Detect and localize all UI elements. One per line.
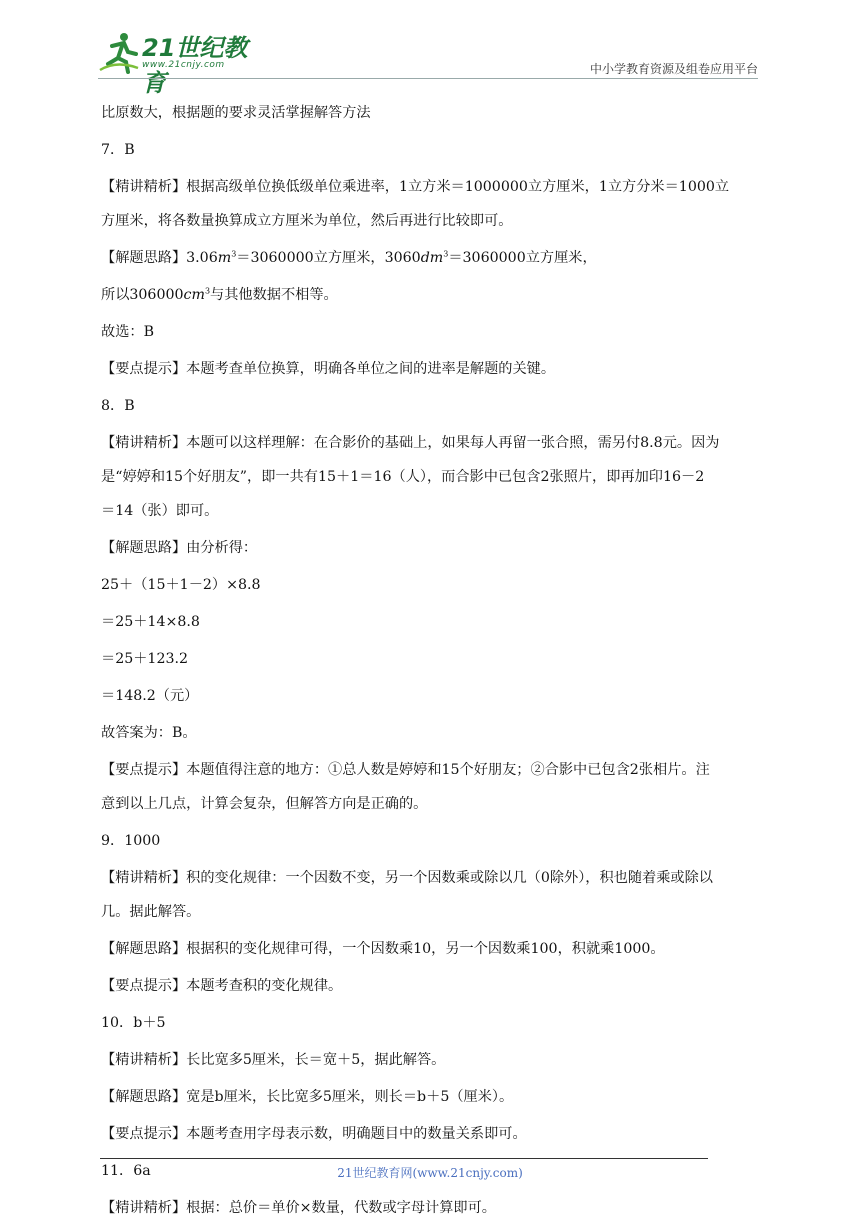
text-line: 【要点提示】本题考查用字母表示数，明确题目中的数量关系即可。	[101, 1126, 527, 1142]
footer-divider	[100, 1158, 708, 1159]
text-line: 【要点提示】本题考查单位换算，明确各单位之间的进率是解题的关键。	[101, 361, 556, 377]
site-logo[interactable]	[98, 28, 268, 97]
answer-number: 11．6a	[101, 1163, 151, 1179]
answer-number: 10．b＋5	[101, 1015, 166, 1031]
text-line: 是“婷婷和15个好朋友”，即一共有15＋1＝16（人），而合影中已包含2张照片，即再加印16－2	[101, 469, 705, 485]
logo-title: 21世纪教育	[142, 34, 248, 97]
solution-line-conclusion: 所以$306000cm^3$与其他数据不相等。	[101, 286, 338, 303]
answer-content	[101, 103, 761, 1218]
text-line: 【解题思路】根据积的变化规律可得，一个因数乘10，另一个因数乘100，积就乘1000。	[101, 941, 665, 957]
equation-line: ＝25＋14×8.8	[101, 614, 200, 630]
text-line: 【精讲精析】长比宽多5厘米，长＝宽＋5，据此解答。	[101, 1052, 446, 1068]
footer-link[interactable]: 21世纪教育网(www.21cnjy.com)	[337, 1166, 523, 1180]
runner-logo-icon	[98, 30, 142, 74]
equation-line: 25＋（15＋1－2）×8.8	[101, 577, 261, 593]
text-line: 【精讲精析】积的变化规律：一个因数不变，另一个因数乘或除以几（0除外），积也随着乘或除以	[101, 870, 713, 886]
answer-number: 7．B	[101, 142, 135, 158]
text-line: 【解题思路】宽是b厘米，长比宽多5厘米，则长＝b＋5（厘米）。	[101, 1089, 514, 1105]
text-line: 【精讲精析】本题可以这样理解：在合影价的基础上，如果每人再留一张合照，需另付8.8元。因为	[101, 435, 720, 451]
text-line: 比原数大，根据题的要求灵活掌握解答方法	[101, 105, 371, 121]
platform-name: 中小学教育资源及组卷应用平台	[589, 62, 758, 76]
text-line: 故选：B	[101, 324, 154, 340]
equation-line: ＝148.2（元）	[101, 688, 199, 704]
text-line: 意到以上几点，计算会复杂，但解答方向是正确的。	[101, 796, 428, 812]
answer-number: 8．B	[101, 398, 135, 414]
text-line: 方厘米，将各数量换算成立方厘米为单位，然后再进行比较即可。	[101, 213, 513, 229]
header-divider	[98, 78, 758, 79]
logo-url: www.21cnjy.com	[142, 60, 225, 70]
equation-line: ＝25＋123.2	[101, 651, 189, 667]
text-line: 故答案为：B。	[101, 725, 197, 741]
text-line: 【解题思路】由分析得：	[101, 540, 258, 556]
text-line: ＝14（张）即可。	[101, 503, 219, 519]
answer-number: 9．1000	[101, 833, 161, 849]
text-line: 【精讲精析】根据：总价＝单价×数量，代数或字母计算即可。	[101, 1200, 496, 1216]
text-line: 几。据此解答。	[101, 904, 201, 920]
solution-line-units: 【解题思路】$3.06m^3=3060000$立方厘米，$3060dm^3=3060000$立方厘米，	[101, 249, 597, 266]
text-line: 【要点提示】本题值得注意的地方：①总人数是婷婷和15个好朋友；②合影中已包含2张相片。注	[101, 762, 710, 778]
text-line: 【要点提示】本题考查积的变化规律。	[101, 978, 343, 994]
text-line: 【精讲精析】根据高级单位换低级单位乘进率，1立方米＝1000000立方厘米，1立方分米＝1000立	[101, 179, 730, 195]
page-header	[98, 28, 758, 97]
